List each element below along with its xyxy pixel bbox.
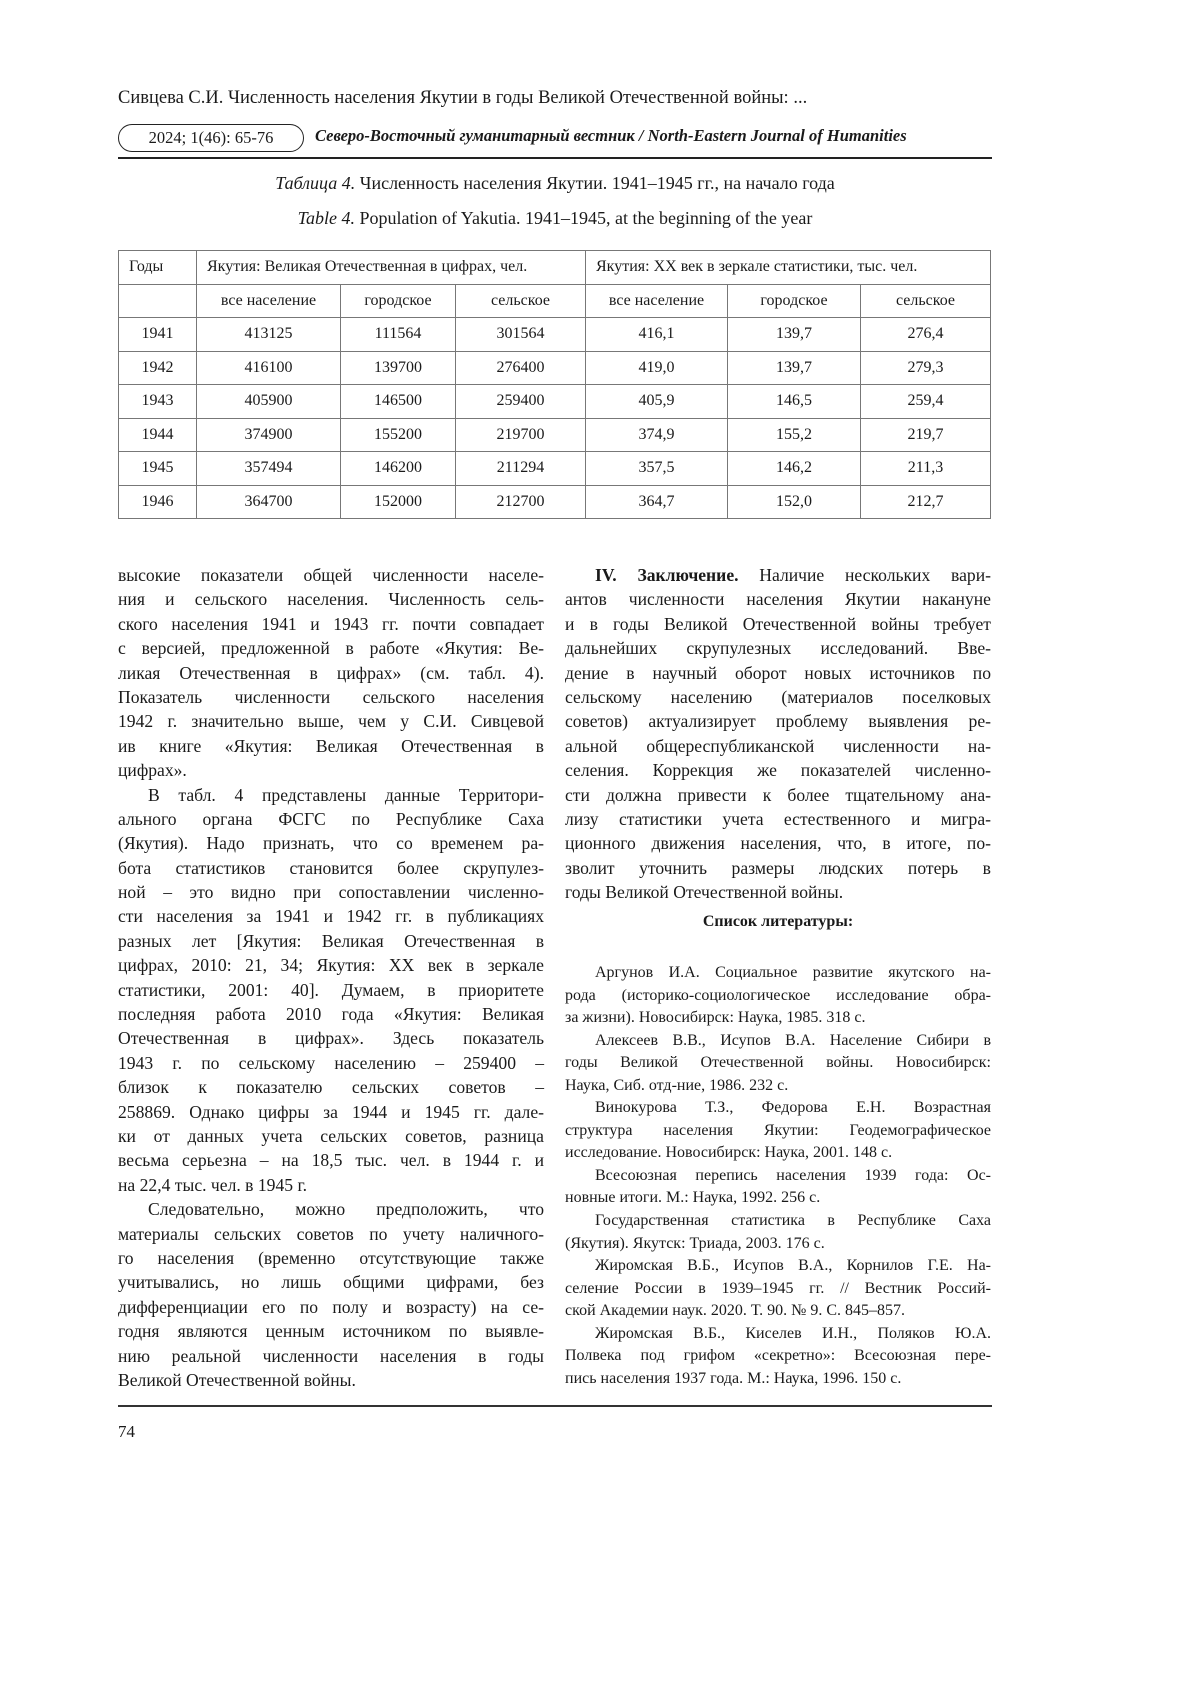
line-text: советов) актуализирует проблему выявления ре- xyxy=(565,711,991,732)
page-number: 74 xyxy=(118,1422,135,1441)
year-cell: 1944 xyxy=(119,418,197,452)
reference-line: (Якутия). Якутск: Триада, 2003. 176 с. xyxy=(565,1234,825,1252)
text-line: годня являются ценным источником по выявле- xyxy=(118,1321,544,1342)
value-cell: 301564 xyxy=(456,318,586,352)
table-caption-ru xyxy=(118,173,992,194)
text-line: Следовательно, можно предположить, что xyxy=(148,1199,544,1220)
table-row xyxy=(119,318,991,352)
text-line: Великой Отечественной войны. xyxy=(118,1369,356,1390)
text-line xyxy=(565,856,991,880)
header-rule xyxy=(118,157,992,159)
header-group-1: Якутия: Великая Отечественная в цифрах, чел. xyxy=(197,251,586,285)
reference-line: новные итоги. М.: Наука, 1992. 256 с. xyxy=(565,1189,821,1207)
text-line xyxy=(565,636,991,660)
value-cell: 276400 xyxy=(456,351,586,385)
value-cell: 259,4 xyxy=(861,385,991,419)
table-row xyxy=(119,485,991,519)
value-cell: 413125 xyxy=(197,318,341,352)
table-row xyxy=(119,385,991,419)
value-cell: 357494 xyxy=(197,452,341,486)
value-cell: 259400 xyxy=(456,385,586,419)
text-line: Показатель численности сельского населения xyxy=(118,686,544,707)
text-line: ликая Отечественная в цифрах» (см. табл. 4). xyxy=(118,662,544,683)
subheader-cell: городское xyxy=(728,284,861,318)
journal-title: Северо-Восточный гуманитарный вестник / North-Eastern Journal of Humanities xyxy=(315,126,907,145)
value-cell: 211294 xyxy=(456,452,586,486)
caption-text: Population of Yakutia. 1941–1945, at the beginning of the year xyxy=(354,208,813,228)
line-text: лизу статистики учета естественного и мигра- xyxy=(565,808,991,829)
value-cell: 211,3 xyxy=(861,452,991,486)
subheader-cell: все население xyxy=(197,284,341,318)
reference-line: ской Академии наук. 2020. Т. 90. № 9. С. 845–857. xyxy=(565,1302,906,1320)
text-line: 1942 г. значительно выше, чем у С.И. Сивцевой xyxy=(118,711,544,732)
conclusion-heading: IV. Заключение. xyxy=(595,565,739,585)
year-cell: 1946 xyxy=(119,485,197,519)
text-line: (Якутия). Надо признать, что со временем ра- xyxy=(118,833,544,854)
line-text: альной общереспубликанской численности на- xyxy=(565,735,991,756)
text-line: нию реальной численности населения в годы xyxy=(118,1345,544,1366)
footer-rule xyxy=(118,1405,992,1407)
text-line: ального органа ФСГС по Республике Саха xyxy=(118,808,544,829)
line-text: сельскому населению (материалов поселковых xyxy=(565,686,991,707)
value-cell: 419,0 xyxy=(586,351,728,385)
value-cell: 152,0 xyxy=(728,485,861,519)
table-row xyxy=(119,452,991,486)
value-cell: 219700 xyxy=(456,418,586,452)
value-cell: 416,1 xyxy=(586,318,728,352)
line-text: ционного движения населения, что, в итоге, по- xyxy=(565,833,991,854)
reference-line: структура населения Якутии: Геодемографическое xyxy=(565,1121,991,1139)
line-text: годы Великой Отечественной войны. xyxy=(565,882,844,903)
text-line: В табл. 4 представлены данные Территори- xyxy=(148,784,544,805)
reference-line: Алексеев В.В., Исупов В.А. Население Сибири в xyxy=(595,1031,991,1049)
issue-badge: 2024; 1(46): 65-76 xyxy=(118,124,304,152)
value-cell: 146,5 xyxy=(728,385,861,419)
year-cell: 1941 xyxy=(119,318,197,352)
value-cell: 405900 xyxy=(197,385,341,419)
value-cell: 374,9 xyxy=(586,418,728,452)
value-cell: 374900 xyxy=(197,418,341,452)
text-line: разных лет [Якутия: Великая Отечественная в xyxy=(118,930,544,951)
reference-line: селение России в 1939–1945 гг. // Вестник Россий- xyxy=(565,1279,991,1297)
references-heading: Список литературы: xyxy=(702,913,854,930)
reference-line: Жиромская В.Б., Киселев И.Н., Поляков Ю.А. xyxy=(595,1324,991,1342)
line-text: Наличие нескольких вари- xyxy=(738,565,991,585)
references-list xyxy=(565,962,991,1390)
value-cell: 405,9 xyxy=(586,385,728,419)
caption-text: Численность населения Якутии. 1941–1945 гг., на начало года xyxy=(355,173,835,193)
value-cell: 364700 xyxy=(197,485,341,519)
text-line: весьма серьезна – на 18,5 тыс. чел. в 1944 г. и xyxy=(118,1150,544,1171)
value-cell: 212,7 xyxy=(861,485,991,519)
value-cell: 139700 xyxy=(341,351,456,385)
value-cell: 139,7 xyxy=(728,318,861,352)
subheader-cell: городское xyxy=(341,284,456,318)
value-cell: 155200 xyxy=(341,418,456,452)
text-line: 1943 г. по сельскому населению – 259400 – xyxy=(118,1052,544,1073)
text-line xyxy=(565,807,991,831)
caption-label: Table 4. xyxy=(297,208,355,228)
reference-line: Жиромская В.Б., Исупов В.А., Корнилов Г.Е. На- xyxy=(595,1257,991,1275)
text-line: бота статистиков становится более скрупулез- xyxy=(118,857,544,878)
text-line xyxy=(565,661,991,685)
text-line: ной – это видно при сопоставлении численно- xyxy=(118,882,544,903)
line-text: дение в научный оборот новых источников по xyxy=(565,662,991,683)
value-cell: 416100 xyxy=(197,351,341,385)
header-group-2: Якутия: XX век в зеркале статистики, тыс. чел. xyxy=(586,251,991,285)
text-line xyxy=(565,880,991,904)
text-line: последняя работа 2010 года «Якутия: Великая xyxy=(118,1004,544,1025)
value-cell: 146500 xyxy=(341,385,456,419)
reference-line: годы Великой Отечественной войны. Новосибирск: xyxy=(565,1054,991,1072)
subheader-cell: сельское xyxy=(456,284,586,318)
table-row xyxy=(119,418,991,452)
subheader-cell: сельское xyxy=(861,284,991,318)
conclusion-section xyxy=(565,563,991,904)
text-line: ив книге «Якутия: Великая Отечественная в xyxy=(118,735,544,756)
text-line: Отечественная в цифрах». Здесь показатель xyxy=(118,1028,544,1049)
value-cell: 139,7 xyxy=(728,351,861,385)
empty-cell xyxy=(119,284,197,318)
text-line: цифрах, 2010: 21, 34; Якутия: XX век в зеркале xyxy=(118,955,544,976)
reference-line: Винокурова Т.З., Федорова Е.Н. Возрастная xyxy=(595,1099,991,1117)
text-line xyxy=(565,612,991,636)
reference-line: рода (историко-социологическое исследование обра- xyxy=(565,986,991,1004)
value-cell: 357,5 xyxy=(586,452,728,486)
reference-line: пись населения 1937 года. М.: Наука, 1996. 150 с. xyxy=(565,1369,902,1387)
text-line: 258869. Однако цифры за 1944 и 1945 гг. дале- xyxy=(118,1101,544,1122)
value-cell: 111564 xyxy=(341,318,456,352)
value-cell: 146,2 xyxy=(728,452,861,486)
value-cell: 155,2 xyxy=(728,418,861,452)
line-text: дальнейших скрупулезных исследований. Вве- xyxy=(565,638,991,659)
text-line: го населения (временно отсутствующие также xyxy=(118,1247,544,1268)
text-line xyxy=(565,709,991,733)
line-text: и в годы Великой Отечественной войны требует xyxy=(565,613,991,634)
reference-line: Всесоюзная перепись населения 1939 года: Ос- xyxy=(595,1166,991,1184)
text-line: статистики, 2001: 40]. Думаем, в приоритете xyxy=(118,979,544,1000)
header-year: Годы xyxy=(119,251,197,285)
caption-label: Таблица 4. xyxy=(275,173,356,193)
text-line: цифрах». xyxy=(118,760,187,781)
text-line: высокие показатели общей численности населе- xyxy=(118,565,544,585)
reference-line: исследование. Новосибирск: Наука, 2001. 148 с. xyxy=(565,1144,893,1162)
year-cell: 1945 xyxy=(119,452,197,486)
text-line xyxy=(565,563,991,587)
reference-line: Аргунов И.А. Социальное развитие якутского на- xyxy=(595,964,991,981)
value-cell: 146200 xyxy=(341,452,456,486)
text-line: близок к показателю сельских советов – xyxy=(118,1077,544,1098)
reference-line: Полвека под грифом «секретно»: Всесоюзная пере- xyxy=(565,1347,991,1365)
text-line: ского населения 1941 и 1943 гг. почти совпадает xyxy=(118,613,544,634)
year-cell: 1943 xyxy=(119,385,197,419)
value-cell: 152000 xyxy=(341,485,456,519)
text-line xyxy=(565,831,991,855)
text-line: сти населения за 1941 и 1942 гг. в публикациях xyxy=(118,906,544,927)
line-text: зволит уточнить размеры людских потерь в xyxy=(565,857,991,878)
reference-line: за жизни). Новосибирск: Наука, 1985. 318 с. xyxy=(565,1009,866,1027)
text-line xyxy=(565,783,991,807)
reference-line: Наука, Сиб. отд-ние, 1986. 232 с. xyxy=(565,1076,789,1094)
value-cell: 212700 xyxy=(456,485,586,519)
value-cell: 276,4 xyxy=(861,318,991,352)
subheader-cell: все население xyxy=(586,284,728,318)
text-line: ния и сельского населения. Численность сель- xyxy=(118,589,544,610)
line-text: сти должна привести к более тщательному ана- xyxy=(565,784,991,805)
text-line xyxy=(565,734,991,758)
table-subheader-row xyxy=(119,284,991,318)
left-column xyxy=(118,563,544,1392)
line-text: антов численности населения Якутии накануне xyxy=(565,589,991,610)
text-line xyxy=(565,758,991,782)
running-title: Сивцева С.И. Численность населения Якутии в годы Великой Отечественной войны: ... xyxy=(118,88,808,108)
text-line: материалы сельских советов по учету наличного- xyxy=(118,1223,544,1244)
reference-line: Государственная статистика в Республике Саха xyxy=(595,1212,991,1230)
text-line: ки от данных учета сельских советов, разница xyxy=(118,1125,544,1146)
value-cell: 364,7 xyxy=(586,485,728,519)
table-caption-en xyxy=(118,208,992,229)
text-line: на 22,4 тыс. чел. в 1945 г. xyxy=(118,1174,308,1195)
year-cell: 1942 xyxy=(119,351,197,385)
line-text: селения. Коррекция же показателей численно- xyxy=(565,760,991,781)
text-line xyxy=(565,587,991,611)
value-cell: 219,7 xyxy=(861,418,991,452)
population-table xyxy=(118,250,991,519)
table-row xyxy=(119,351,991,385)
table-header-row xyxy=(119,251,991,285)
text-line: дифференциации его по полу и возрасту) на се- xyxy=(118,1296,544,1317)
text-line xyxy=(565,685,991,709)
text-line: учитывались, но лишь общими цифрами, без xyxy=(118,1272,544,1293)
text-line: с версией, предложенной в работе «Якутия: Ве- xyxy=(118,638,544,659)
value-cell: 279,3 xyxy=(861,351,991,385)
